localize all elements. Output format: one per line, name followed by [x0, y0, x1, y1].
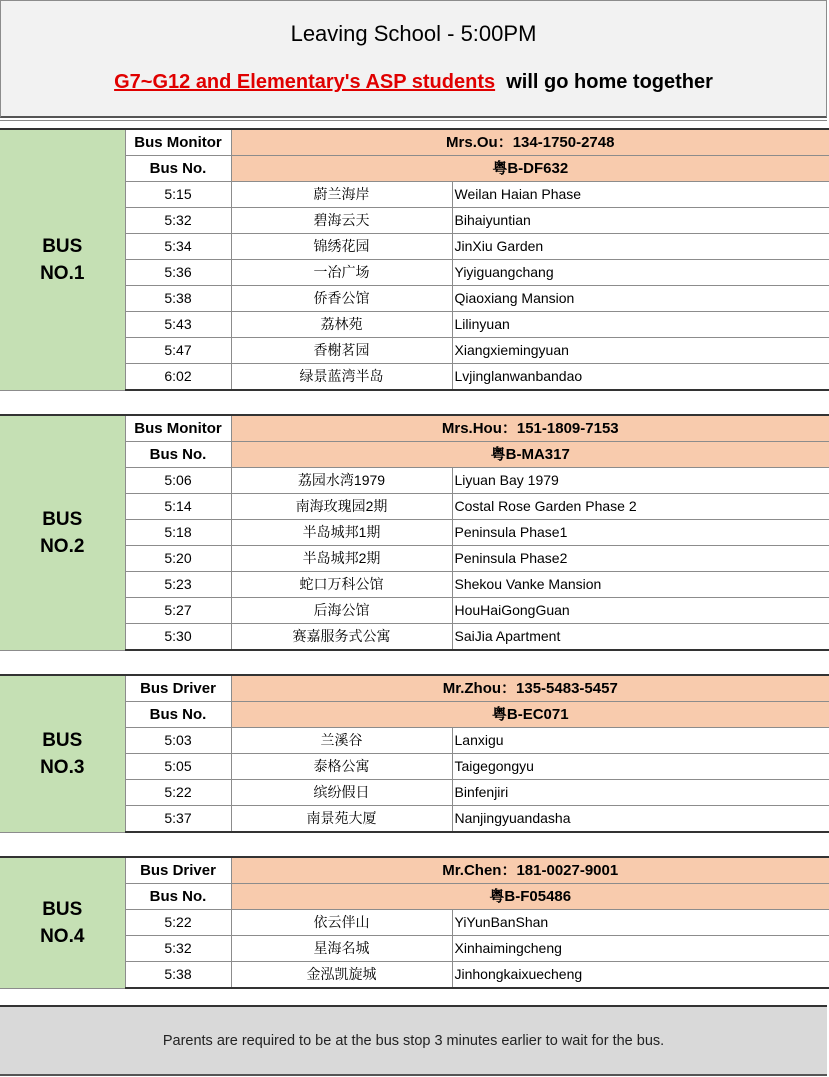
stop-name-cn: 绿景蓝湾半岛	[231, 364, 452, 391]
stop-name-en: Costal Rose Garden Phase 2	[452, 494, 829, 520]
stop-name-en: YiYunBanShan	[452, 910, 829, 936]
stop-name-cn: 半岛城邦1期	[231, 520, 452, 546]
stop-row	[0, 208, 829, 234]
stop-row	[0, 312, 829, 338]
bus-no-label: Bus No.	[125, 156, 231, 182]
bus-label-line2: NO.3	[40, 756, 85, 778]
schedule-header	[0, 0, 827, 118]
stop-row	[0, 520, 829, 546]
bus-label-line1: BUS	[42, 898, 83, 920]
bus-role-label: Bus Driver	[125, 857, 231, 884]
bus-label-line2: NO.4	[40, 925, 85, 947]
bus-contact: Mrs.Ou：134-1750-2748	[231, 129, 829, 156]
stop-time: 5:43	[125, 312, 231, 338]
bus-no-label: Bus No.	[125, 884, 231, 910]
stop-name-cn: 锦绣花园	[231, 234, 452, 260]
bus-label-line2: NO.2	[40, 535, 85, 557]
stop-name-en: Lilinyuan	[452, 312, 829, 338]
bus-block	[0, 856, 829, 989]
stop-time: 5:32	[125, 936, 231, 962]
stop-row	[0, 234, 829, 260]
stop-name-cn: 金泓凯旋城	[231, 962, 452, 989]
footer-note	[0, 1005, 827, 1076]
bus-monitor-row	[0, 415, 829, 442]
stop-name-cn: 缤纷假日	[231, 780, 452, 806]
stop-time: 5:27	[125, 598, 231, 624]
stop-name-cn: 碧海云天	[231, 208, 452, 234]
bus-monitor-row	[0, 675, 829, 702]
bus-contact: Mrs.Hou：151-1809-7153	[231, 415, 829, 442]
stop-name-en: Yiyiguangchang	[452, 260, 829, 286]
stop-time: 5:38	[125, 962, 231, 989]
stop-row	[0, 572, 829, 598]
stop-name-cn: 香榭茗园	[231, 338, 452, 364]
stop-name-en: JinXiu Garden	[452, 234, 829, 260]
stop-row	[0, 936, 829, 962]
bus-block	[0, 674, 829, 833]
stop-row	[0, 806, 829, 833]
stop-name-cn: 南海玫瑰园2期	[231, 494, 452, 520]
stop-row	[0, 182, 829, 208]
stop-name-cn: 半岛城邦2期	[231, 546, 452, 572]
stop-time: 5:34	[125, 234, 231, 260]
stop-row	[0, 260, 829, 286]
stop-name-cn: 赛嘉服务式公寓	[231, 624, 452, 651]
stop-row	[0, 598, 829, 624]
stop-name-en: Peninsula Phase1	[452, 520, 829, 546]
stop-time: 5:23	[125, 572, 231, 598]
stop-name-en: Lvjinglanwanbandao	[452, 364, 829, 391]
footer-note-text: Parents are required to be at the bus stop 3 minutes earlier to wait for the bus.	[162, 1033, 665, 1049]
stop-name-en: Xinhaimingcheng	[452, 936, 829, 962]
bus-label	[0, 857, 125, 988]
bus-table	[0, 856, 829, 989]
page-title: Leaving School - 5:00PM	[290, 21, 537, 46]
stop-name-cn: 荔林苑	[231, 312, 452, 338]
bus-table	[0, 128, 829, 391]
stop-row	[0, 910, 829, 936]
bus-number-row	[0, 442, 829, 468]
stop-time: 5:15	[125, 182, 231, 208]
stop-name-en: Peninsula Phase2	[452, 546, 829, 572]
stop-row	[0, 624, 829, 651]
bus-label	[0, 415, 125, 650]
stop-row	[0, 546, 829, 572]
bus-no-label: Bus No.	[125, 702, 231, 728]
stop-time: 5:22	[125, 780, 231, 806]
stop-name-cn: 南景苑大厦	[231, 806, 452, 833]
bus-no-label: Bus No.	[125, 442, 231, 468]
stop-name-cn: 蔚兰海岸	[231, 182, 452, 208]
stop-name-cn: 荔园水湾1979	[231, 468, 452, 494]
stop-name-cn: 兰溪谷	[231, 728, 452, 754]
stop-row	[0, 338, 829, 364]
stop-row	[0, 494, 829, 520]
bus-number-row	[0, 702, 829, 728]
subtitle-rest: will go home together	[506, 71, 713, 93]
bus-contact: Mr.Zhou：135-5483-5457	[231, 675, 829, 702]
bus-label	[0, 129, 125, 390]
stop-row	[0, 962, 829, 989]
stop-row	[0, 286, 829, 312]
stop-row	[0, 780, 829, 806]
page-subtitle	[1, 71, 826, 94]
stop-name-en: Nanjingyuandasha	[452, 806, 829, 833]
bus-role-label: Bus Monitor	[125, 415, 231, 442]
bus-plate: 粤B-MA317	[231, 442, 829, 468]
subtitle-highlight: G7~G12 and Elementary's ASP students	[114, 71, 496, 93]
stop-time: 5:03	[125, 728, 231, 754]
stop-name-en: Bihaiyuntian	[452, 208, 829, 234]
bus-table	[0, 674, 829, 833]
stop-time: 5:05	[125, 754, 231, 780]
stop-name-en: Qiaoxiang Mansion	[452, 286, 829, 312]
stop-name-cn: 蛇口万科公馆	[231, 572, 452, 598]
stop-name-en: Liyuan Bay 1979	[452, 468, 829, 494]
stop-name-cn: 侨香公馆	[231, 286, 452, 312]
bus-label-line1: BUS	[42, 508, 83, 530]
stop-time: 5:20	[125, 546, 231, 572]
bus-number-row	[0, 156, 829, 182]
stop-time: 6:02	[125, 364, 231, 391]
bus-number-row	[0, 884, 829, 910]
stop-time: 5:22	[125, 910, 231, 936]
bus-plate: 粤B-EC071	[231, 702, 829, 728]
stop-time: 5:14	[125, 494, 231, 520]
stop-name-cn: 一冶广场	[231, 260, 452, 286]
bus-plate: 粤B-F05486	[231, 884, 829, 910]
stop-name-en: SaiJia Apartment	[452, 624, 829, 651]
stop-time: 5:36	[125, 260, 231, 286]
stop-time: 5:32	[125, 208, 231, 234]
bus-label-line2: NO.1	[40, 262, 85, 284]
header-divider	[0, 120, 827, 121]
stop-name-en: Shekou Vanke Mansion	[452, 572, 829, 598]
stop-time: 5:06	[125, 468, 231, 494]
bus-block	[0, 414, 829, 651]
stop-name-en: Weilan Haian Phase	[452, 182, 829, 208]
bus-contact: Mr.Chen：181-0027-9001	[231, 857, 829, 884]
stop-time: 5:37	[125, 806, 231, 833]
stop-time: 5:18	[125, 520, 231, 546]
stop-name-cn: 后海公馆	[231, 598, 452, 624]
bus-monitor-row	[0, 857, 829, 884]
bus-label-line1: BUS	[42, 729, 83, 751]
stop-time: 5:38	[125, 286, 231, 312]
bus-monitor-row	[0, 129, 829, 156]
stop-time: 5:30	[125, 624, 231, 651]
stop-row	[0, 728, 829, 754]
stop-row	[0, 754, 829, 780]
stop-name-cn: 星海名城	[231, 936, 452, 962]
stop-name-en: Binfenjiri	[452, 780, 829, 806]
stop-row	[0, 468, 829, 494]
stop-name-en: Taigegongyu	[452, 754, 829, 780]
stop-row	[0, 364, 829, 391]
stop-name-en: Jinhongkaixuecheng	[452, 962, 829, 989]
bus-label-line1: BUS	[42, 235, 83, 257]
bus-plate: 粤B-DF632	[231, 156, 829, 182]
stop-name-cn: 泰格公寓	[231, 754, 452, 780]
bus-block	[0, 128, 829, 391]
stop-name-cn: 依云伴山	[231, 910, 452, 936]
stop-time: 5:47	[125, 338, 231, 364]
bus-role-label: Bus Driver	[125, 675, 231, 702]
stop-name-en: HouHaiGongGuan	[452, 598, 829, 624]
bus-table	[0, 414, 829, 651]
bus-label	[0, 675, 125, 832]
stop-name-en: Lanxigu	[452, 728, 829, 754]
bus-role-label: Bus Monitor	[125, 129, 231, 156]
stop-name-en: Xiangxiemingyuan	[452, 338, 829, 364]
